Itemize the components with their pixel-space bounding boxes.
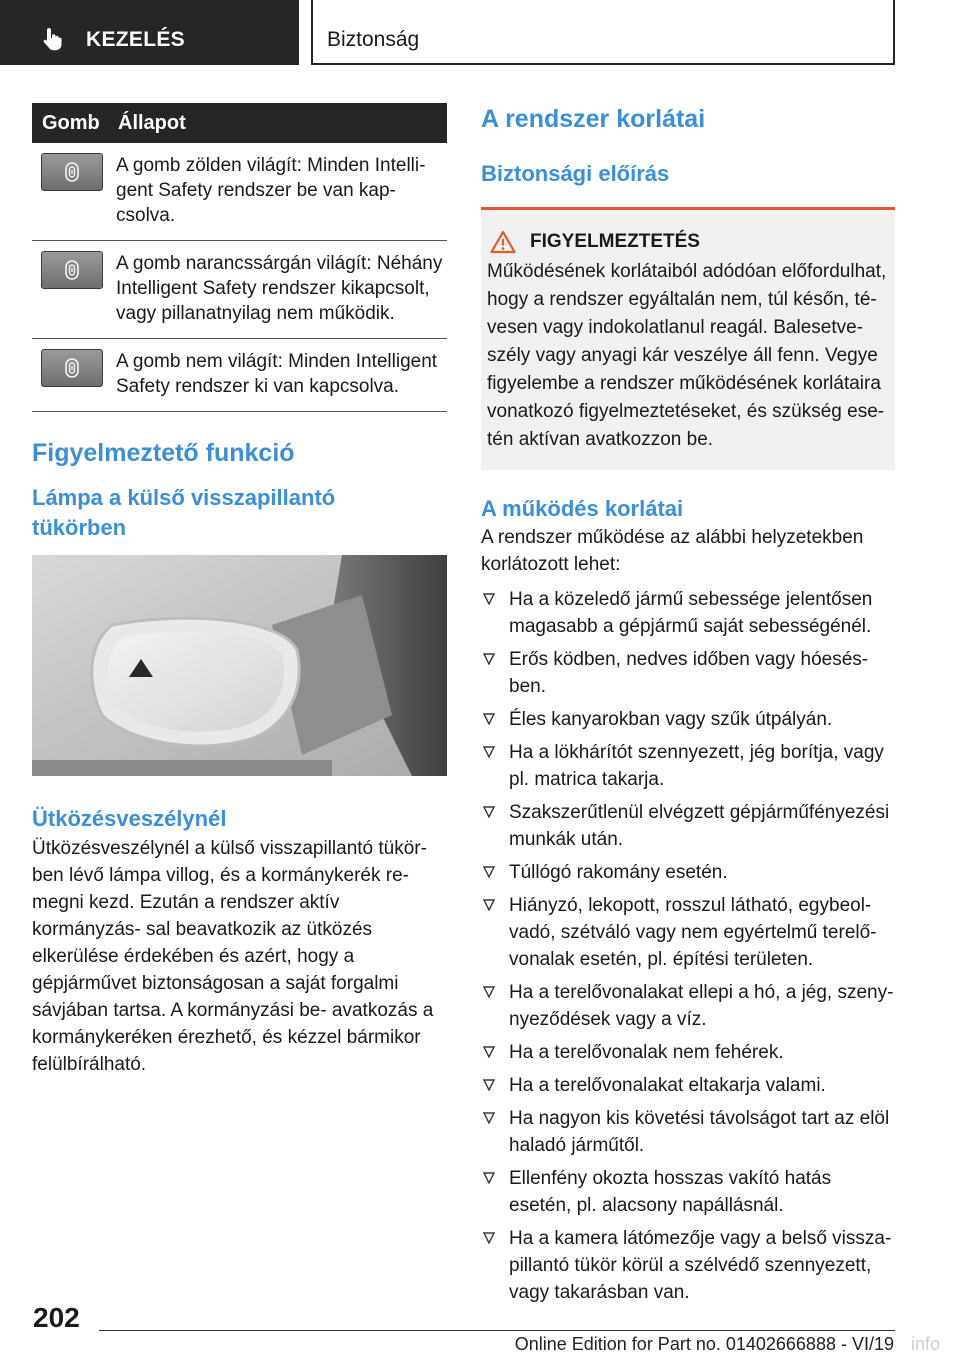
warning-text: Működésének korlátaiból adódóan előfordulhat, hogy a rendszer egyáltalán nem, túl későn, té- vesen vagy indokolatlanul reagál. Balesetve- szély vagy anyagi kár veszélye áll fenn. Vegye figyelembe a rendszer működésének korlátaira vonatkozó figyelmeztetéseket, és szükség ese- tén aktívan avatkozzon be. <box>487 261 887 450</box>
section-title: Biztonság <box>327 28 420 51</box>
list-item-text: Túllógó rakomány esetén. <box>509 862 728 883</box>
list-item-text: Ha a terelővonalakat ellepi a hó, a jég, szeny- nyeződések vagy a víz. <box>509 982 894 1030</box>
list-bullet-icon <box>483 1046 495 1058</box>
warning-box <box>481 207 895 470</box>
table-cell-status: A gomb nem világít: Minden Intelligent Safety rendszer ki van kapcsolva. <box>108 339 447 412</box>
table-cell-status: A gomb narancssárgán világít: Néhány Intelligent Safety rendszer kikapcsolt, vagy pillanatnyilag nem működik. <box>108 241 447 339</box>
list-item <box>481 1225 895 1306</box>
safety-button-orange-icon <box>41 251 103 289</box>
list-bullet-icon <box>483 806 495 818</box>
list-item <box>481 706 895 733</box>
list-item <box>481 892 895 973</box>
list-item <box>481 979 895 1033</box>
footer-watermark: info <box>910 1334 940 1354</box>
table-cell-icon <box>32 339 108 412</box>
mirror-lamp-subheading: Lámpa a külső visszapillantó tükörben <box>32 485 336 540</box>
list-bullet-icon <box>483 653 495 665</box>
limits-heading: A rendszer korlátai <box>481 105 706 133</box>
list-item <box>481 1105 895 1159</box>
table-header-row <box>32 103 447 143</box>
list-item <box>481 859 895 886</box>
table-row <box>32 241 447 339</box>
operation-limits-heading: A működés korlátai <box>481 496 684 521</box>
warning-title <box>490 230 887 254</box>
header-tab[interactable] <box>0 0 299 65</box>
list-item-text: Ha a terelővonalak nem fehérek. <box>509 1042 784 1063</box>
table-header-status: Állapot <box>108 103 447 143</box>
warning-title-text: FIGYELMEZTETÉS <box>530 231 700 252</box>
list-bullet-icon <box>483 1232 495 1244</box>
list-item-text: Ha nagyon kis követési távolságot tart az elöl haladó járműtől. <box>509 1108 890 1156</box>
list-item <box>481 739 895 793</box>
limits-list <box>481 586 895 1306</box>
header-tab-label: KEZELÉS <box>86 28 185 51</box>
table-cell-icon <box>32 143 108 241</box>
table-cell-status: A gomb zölden világít: Minden Intelli- gent Safety rendszer be van kap- csolva. <box>108 143 447 241</box>
warning-triangle-icon <box>490 230 516 254</box>
list-item-text: Erős ködben, nedves időben vagy hóesés- ben. <box>509 649 869 697</box>
list-bullet-icon <box>483 986 495 998</box>
safety-button-green-icon <box>41 153 103 191</box>
table-row <box>32 143 447 241</box>
list-item <box>481 799 895 853</box>
list-bullet-icon <box>483 593 495 605</box>
list-item-text: Ha a kamera látómezője vagy a belső vissza- pillantó tükör körül a szélvédő szennyezett, vagy takarásban van. <box>509 1228 892 1303</box>
left-column <box>32 103 447 1078</box>
hand-pointer-icon <box>40 26 66 52</box>
collision-heading: Ütközésveszélynél <box>32 806 227 831</box>
list-bullet-icon <box>483 713 495 725</box>
list-item <box>481 1072 895 1099</box>
footer-divider <box>99 1330 895 1331</box>
list-item <box>481 1039 895 1066</box>
collision-text: Ütközésveszélynél a külső visszapillantó tükör- ben lévő lámpa villog, és a kormánykerék re- megni kezd. Ezután a rendszer aktív kormányzás- sal beavatkozik az ütközés elkerülése érdekében és azért, hogy a gépjárművet biztonságosan a saját forgalmi sávjában tartsa. A kormányzási be- avatkozás a kormánykeréken érezhető, és kézzel bármikor felülbírálható. <box>32 838 434 1075</box>
list-bullet-icon <box>483 1079 495 1091</box>
list-item-text: Ellenfény okozta hosszas vakító hatás esetén, pl. alacsony napállásnál. <box>509 1168 832 1216</box>
list-bullet-icon <box>483 899 495 911</box>
list-item-text: Ha a lökhárítót szennyezett, jég borítja, vagy pl. matrica takarja. <box>509 742 884 790</box>
safety-heading: Biztonsági előírás <box>481 161 670 186</box>
list-bullet-icon <box>483 1172 495 1184</box>
header-section <box>311 0 895 65</box>
list-item-text: Ha a terelővonalakat eltakarja valami. <box>509 1075 826 1096</box>
safety-button-off-icon <box>41 349 103 387</box>
list-item-text: Hiányzó, lekopott, rosszul látható, egybeol- vadó, szétváló vagy nem egyértelmű terelő- vonalak esetén, pl. építési területen. <box>509 895 877 970</box>
table-header-button: Gomb <box>32 103 108 143</box>
list-item <box>481 586 895 640</box>
button-status-table <box>32 103 447 412</box>
page-number: 202 <box>33 1302 80 1333</box>
list-item <box>481 646 895 700</box>
list-item-text: Éles kanyarokban vagy szűk útpályán. <box>509 709 833 730</box>
right-column <box>481 103 895 1312</box>
list-item-text: Ha a közeledő jármű sebessége jelentősen magasabb a gépjármű saját sebességénél. <box>509 589 873 637</box>
list-bullet-icon <box>483 1112 495 1124</box>
list-item-text: Szakszerűtlenül elvégzett gépjárműfényezési munkák után. <box>509 802 890 850</box>
list-bullet-icon <box>483 866 495 878</box>
operation-intro: A rendszer működése az alábbi helyzetekben korlátozott lehet: <box>481 527 864 575</box>
warning-function-heading: Figyelmeztető funkció <box>32 439 295 467</box>
footer-edition: Online Edition for Part no. 01402666888 - VI/19 <box>514 1334 894 1354</box>
list-bullet-icon <box>483 746 495 758</box>
list-item <box>481 1165 895 1219</box>
table-row <box>32 339 447 412</box>
side-mirror-warning-lamp-image <box>32 555 447 776</box>
table-cell-icon <box>32 241 108 339</box>
